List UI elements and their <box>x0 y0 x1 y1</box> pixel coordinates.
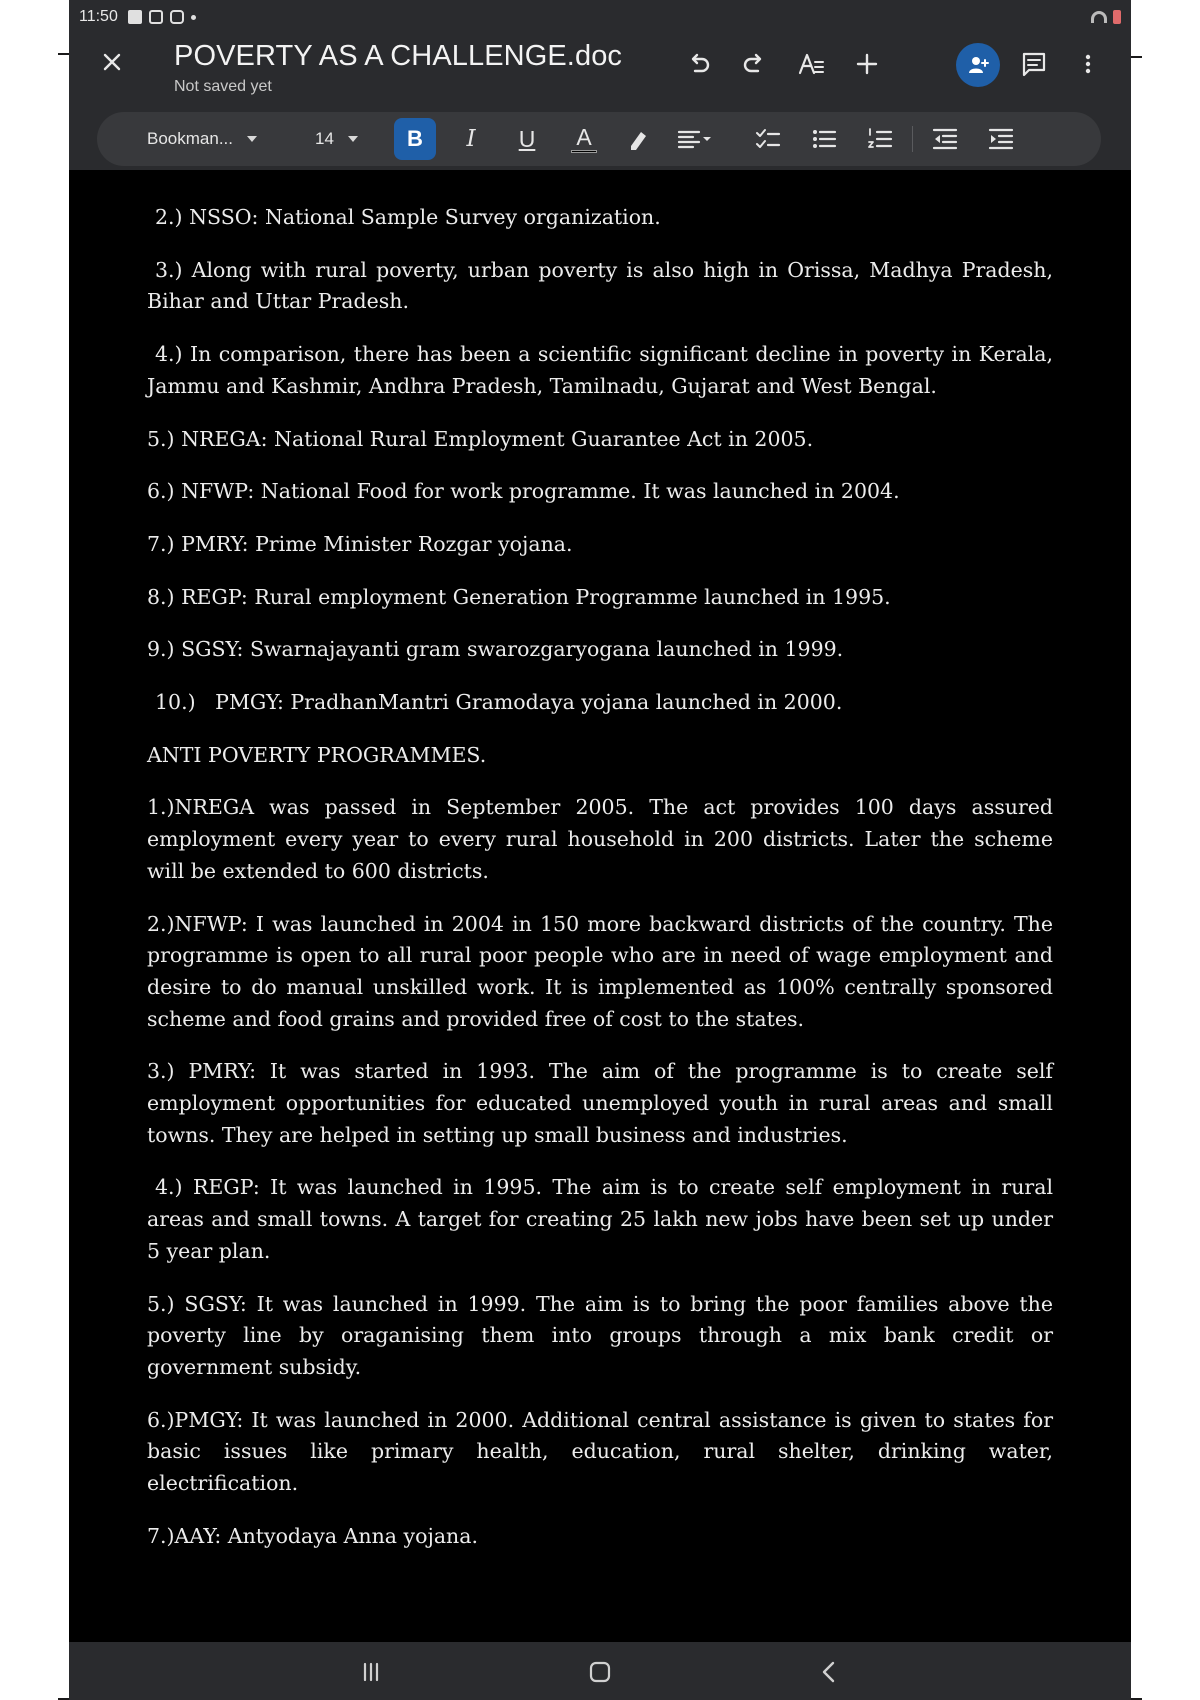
format-toolbar-area <box>69 104 1131 170</box>
chat-icon <box>149 10 163 24</box>
chevron-down-icon <box>247 136 257 142</box>
paragraph[interactable]: 10.) PMGY: PradhanMantri Gramodaya yojana launched in 2000. <box>155 690 843 715</box>
more-icon[interactable] <box>1078 49 1098 79</box>
toolbar-divider <box>912 126 913 152</box>
checklist-icon[interactable] <box>753 124 783 154</box>
section-heading[interactable]: ANTI POVERTY PROGRAMMES. <box>147 742 487 767</box>
text-color-button[interactable] <box>564 112 604 166</box>
add-icon[interactable] <box>852 49 882 79</box>
underline-button[interactable]: U <box>518 125 536 152</box>
paragraph[interactable]: 2.) NSSO: National Sample Survey organization. <box>155 205 661 229</box>
paragraph[interactable]: 4.) In comparison, there has been a scientific significant decline in poverty in Kerala, Jammu and Kashmir, Andhra Pradesh, Tamilnadu, Gujarat and West Bengal. <box>147 342 1053 398</box>
font-size-dropdown[interactable] <box>315 112 358 166</box>
navigation-bar <box>69 1642 1131 1700</box>
instagram-icon <box>170 10 184 24</box>
paragraph[interactable]: 7.) PMRY: Prime Minister Rozgar yojana. <box>147 531 573 556</box>
paragraph[interactable]: 7.)AAY: Antyodaya Anna yojana. <box>147 1523 478 1548</box>
status-time: 11:50 <box>79 8 118 25</box>
undo-icon[interactable] <box>684 49 714 79</box>
back-icon[interactable] <box>814 1657 844 1687</box>
home-icon[interactable] <box>585 1657 615 1687</box>
battery-icon <box>1113 10 1121 24</box>
paragraph[interactable]: 3.) PMRY: It was started in 1993. The aim of the programme is to create self employment opportunities for educated unemployed youth in rural areas and small towns. They are helped in setting up small business and industries. <box>147 1059 1053 1147</box>
document-title: POVERTY AS A CHALLENGE.doc <box>174 40 623 72</box>
paragraph[interactable]: 2.)NFWP: I was launched in 2004 in 150 more backward districts of the country. The programme is open to all rural poor people who are in need of wage employment and desire to do manual unskilled work. It is implemented as 100% centrally sponsored scheme and food grains and provided free of cost to the states. <box>147 911 1053 1031</box>
close-icon[interactable] <box>97 47 127 77</box>
status-bar <box>69 0 1131 34</box>
gallery-icon <box>128 10 142 24</box>
comment-icon[interactable] <box>1019 49 1049 79</box>
italic-button[interactable]: I <box>466 126 476 152</box>
increase-indent-icon[interactable] <box>986 124 1016 154</box>
share-button[interactable] <box>956 43 1000 87</box>
dot-icon <box>191 15 196 20</box>
paragraph[interactable]: 3.) Along with rural poverty, urban poverty is also high in Orissa, Madhya Pradesh, Bihar and Uttar Pradesh. <box>147 257 1053 314</box>
paragraph[interactable]: 9.) SGSY: Swarnajayanti gram swarozgaryogana launched in 1999. <box>147 637 844 662</box>
numbered-list-icon[interactable] <box>865 124 895 154</box>
align-icon[interactable] <box>675 124 715 154</box>
redo-icon[interactable] <box>739 49 769 79</box>
save-status: Not saved yet <box>174 78 272 95</box>
text-format-icon[interactable] <box>796 49 826 79</box>
status-right-icons <box>1091 10 1121 24</box>
text-color-swatch <box>571 150 597 153</box>
frame-line-top-left <box>58 53 69 55</box>
paragraph[interactable]: 6.) NFWP: National Food for work programme. It was launched in 2004. <box>147 479 900 504</box>
recent-apps-icon[interactable] <box>356 1657 386 1687</box>
device-screen <box>69 0 1131 1700</box>
paragraph[interactable]: 5.) NREGA: National Rural Employment Guarantee Act in 2005. <box>147 426 814 451</box>
bulleted-list-icon[interactable] <box>809 124 839 154</box>
decrease-indent-icon[interactable] <box>930 124 960 154</box>
document-canvas[interactable] <box>69 170 1131 1642</box>
font-size-value: 14 <box>315 129 334 148</box>
format-toolbar <box>97 112 1101 166</box>
font-family-dropdown[interactable] <box>147 112 257 166</box>
frame-line-top-right <box>1131 56 1142 58</box>
document-text[interactable] <box>147 202 1053 1574</box>
paragraph[interactable]: 6.)PMGY: It was launched in 2000. Additional central assistance is given to states for basic issues like primary health, education, rural shelter, drinking water, electrification. <box>147 1407 1053 1496</box>
share-icon <box>966 53 990 77</box>
paragraph[interactable]: 1.)NREGA was passed in September 2005. The act provides 100 days assured employment every year to every rural household in 200 districts. Later the scheme will be extended to 600 districts. <box>147 795 1053 883</box>
highlight-icon[interactable] <box>623 124 653 154</box>
wifi-icon <box>1091 11 1107 23</box>
font-family-value: Bookman... <box>147 129 233 148</box>
paragraph[interactable]: 8.) REGP: Rural employment Generation Programme launched in 1995. <box>147 584 891 609</box>
paragraph[interactable]: 4.) REGP: It was launched in 1995. The aim is to create self employment in rural areas and small towns. A target for creating 25 lakh new jobs have been set up under 5 year plan. <box>147 1175 1053 1263</box>
text-color-label: A <box>576 124 592 150</box>
title-bar <box>69 34 1131 104</box>
bold-button[interactable]: B <box>394 118 436 160</box>
paragraph[interactable]: 5.) SGSY: It was launched in 1999. The aim is to bring the poor families above the poverty line by oraganising them into groups through a mix bank credit or government subsidy. <box>147 1291 1053 1379</box>
chevron-down-icon <box>348 136 358 142</box>
